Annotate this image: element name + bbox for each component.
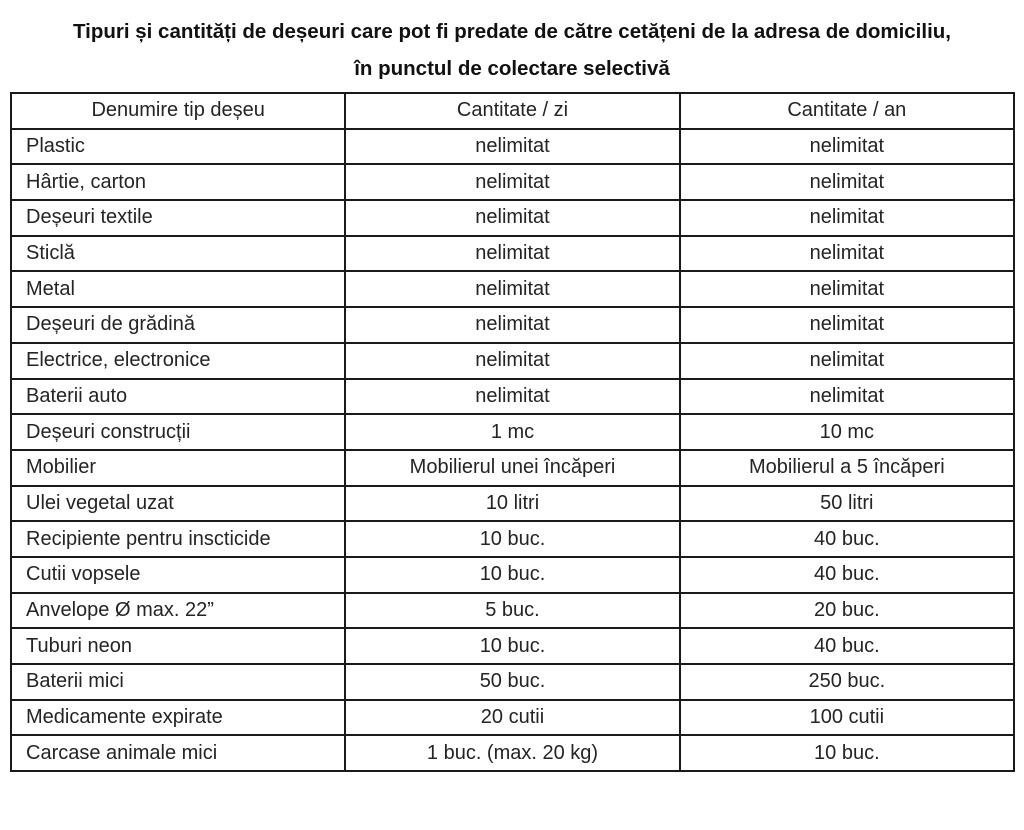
quantity-per-year-cell: nelimitat [680, 271, 1014, 307]
quantity-per-day-cell: 10 litri [345, 486, 679, 522]
quantity-per-day-cell: nelimitat [345, 164, 679, 200]
waste-type-cell: Plastic [11, 129, 345, 165]
quantity-per-year-cell: nelimitat [680, 343, 1014, 379]
table-row [11, 664, 1014, 700]
waste-type-cell: Baterii auto [11, 379, 345, 415]
quantity-per-year-cell: 20 buc. [680, 593, 1014, 629]
table-row [11, 486, 1014, 522]
quantity-per-day-cell: nelimitat [345, 343, 679, 379]
quantity-per-year-cell: Mobilierul a 5 încăperi [680, 450, 1014, 486]
table-row [11, 450, 1014, 486]
table-row [11, 200, 1014, 236]
table-row [11, 129, 1014, 165]
quantity-per-day-cell: 1 mc [345, 414, 679, 450]
waste-type-cell: Recipiente pentru inscticide [11, 521, 345, 557]
table-header-row [11, 93, 1014, 129]
table-row [11, 521, 1014, 557]
waste-type-cell: Electrice, electronice [11, 343, 345, 379]
quantity-per-day-cell: 10 buc. [345, 628, 679, 664]
table-body [11, 129, 1014, 771]
quantity-per-day-cell: 1 buc. (max. 20 kg) [345, 735, 679, 771]
table-row [11, 271, 1014, 307]
quantity-per-year-cell: nelimitat [680, 129, 1014, 165]
waste-type-cell: Hârtie, carton [11, 164, 345, 200]
quantity-per-year-cell: nelimitat [680, 307, 1014, 343]
waste-type-cell: Deșeuri construcții [11, 414, 345, 450]
quantity-per-year-cell: 40 buc. [680, 557, 1014, 593]
page-title-line1: Tipuri și cantități de deșeuri care pot fi predate de către cetățeni de la adresa de domiciliu, [73, 20, 951, 43]
waste-type-cell: Carcase animale mici [11, 735, 345, 771]
table-row [11, 735, 1014, 771]
waste-type-cell: Baterii mici [11, 664, 345, 700]
quantity-per-year-cell: 40 buc. [680, 628, 1014, 664]
quantity-per-year-cell: nelimitat [680, 236, 1014, 272]
quantity-per-day-cell: 5 buc. [345, 593, 679, 629]
column-header-waste-type: Denumire tip deșeu [11, 93, 345, 129]
quantity-per-year-cell: 10 mc [680, 414, 1014, 450]
quantity-per-day-cell: nelimitat [345, 200, 679, 236]
quantity-per-year-cell: 100 cutii [680, 700, 1014, 736]
page-title-line2: în punctul de colectare selectivă [354, 57, 670, 80]
quantity-per-year-cell: nelimitat [680, 200, 1014, 236]
table-row [11, 593, 1014, 629]
quantity-per-day-cell: nelimitat [345, 236, 679, 272]
waste-type-cell: Cutii vopsele [11, 557, 345, 593]
table-row [11, 236, 1014, 272]
table-row [11, 700, 1014, 736]
quantity-per-day-cell: nelimitat [345, 271, 679, 307]
quantity-per-year-cell: 40 buc. [680, 521, 1014, 557]
waste-type-cell: Sticlă [11, 236, 345, 272]
waste-type-cell: Ulei vegetal uzat [11, 486, 345, 522]
waste-type-cell: Tuburi neon [11, 628, 345, 664]
quantity-per-day-cell: nelimitat [345, 379, 679, 415]
table-row [11, 164, 1014, 200]
table-row [11, 343, 1014, 379]
quantity-per-day-cell: Mobilierul unei încăperi [345, 450, 679, 486]
waste-type-cell: Anvelope Ø max. 22” [11, 593, 345, 629]
page-title [0, 13, 1024, 87]
waste-type-cell: Medicamente expirate [11, 700, 345, 736]
column-header-quantity-per-day: Cantitate / zi [345, 93, 679, 129]
quantity-per-day-cell: 10 buc. [345, 557, 679, 593]
waste-table [10, 92, 1015, 772]
waste-type-cell: Deșeuri de grădină [11, 307, 345, 343]
waste-type-cell: Deșeuri textile [11, 200, 345, 236]
quantity-per-day-cell: 50 buc. [345, 664, 679, 700]
quantity-per-day-cell: nelimitat [345, 307, 679, 343]
column-header-quantity-per-year: Cantitate / an [680, 93, 1014, 129]
table-row [11, 414, 1014, 450]
waste-type-cell: Metal [11, 271, 345, 307]
table-row [11, 557, 1014, 593]
table-row [11, 379, 1014, 415]
quantity-per-day-cell: 10 buc. [345, 521, 679, 557]
quantity-per-year-cell: 10 buc. [680, 735, 1014, 771]
quantity-per-year-cell: 250 buc. [680, 664, 1014, 700]
quantity-per-year-cell: 50 litri [680, 486, 1014, 522]
table-row [11, 628, 1014, 664]
table-row [11, 307, 1014, 343]
quantity-per-year-cell: nelimitat [680, 379, 1014, 415]
quantity-per-year-cell: nelimitat [680, 164, 1014, 200]
quantity-per-day-cell: 20 cutii [345, 700, 679, 736]
waste-type-cell: Mobilier [11, 450, 345, 486]
quantity-per-day-cell: nelimitat [345, 129, 679, 165]
